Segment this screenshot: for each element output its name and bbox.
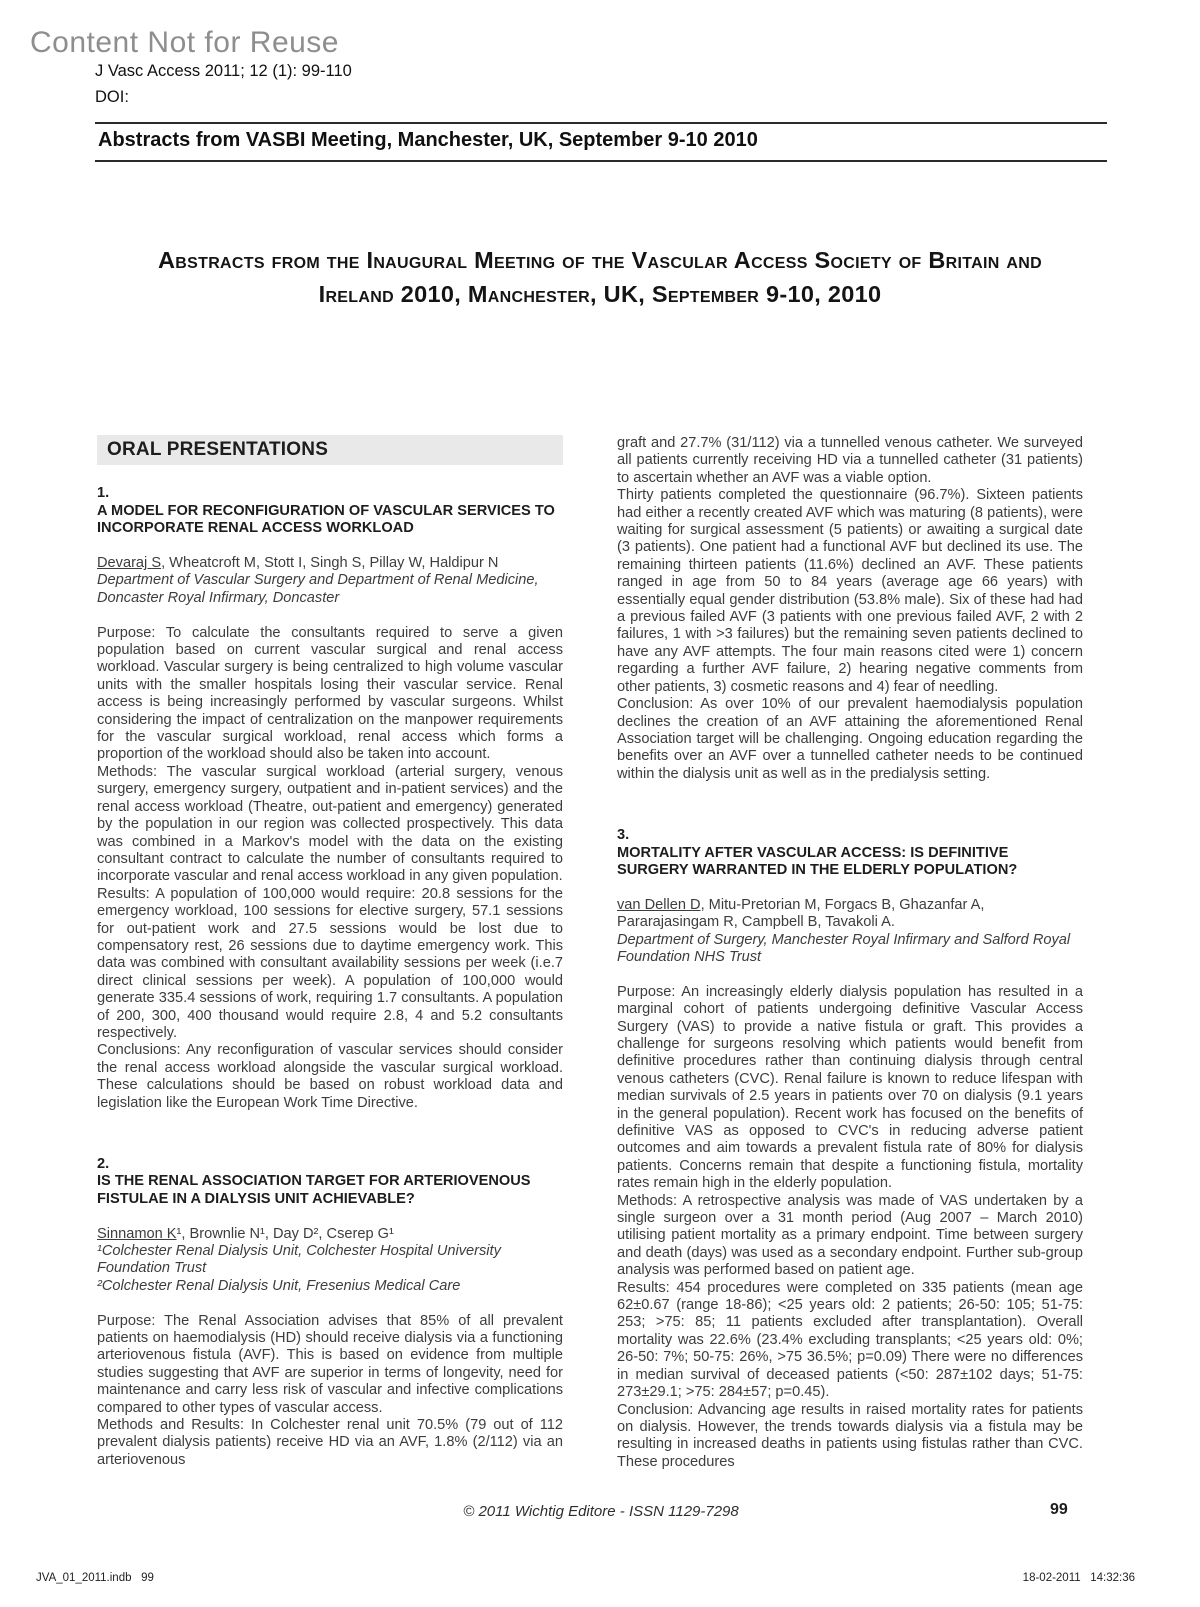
abstract-2-purpose: Purpose: The Renal Association advises that 85% of all prevalent patients on haemodialysis (HD) should receive dialysis via a functioning arteriovenous fistula (AVF). This is based on evidence from multiple studies suggesting that AVF are superior in terms of longevity, need for maintenance and carry less risk of vascular and infective complications compared to other types of vascular access. [97, 1312, 563, 1416]
abstract-2-conclusion: Conclusion: As over 10% of our prevalent haemodialysis population declines the creation of an AVF attaining the aforementioned Renal Association target will be challenging. Ongoing education regarding the benefits over an AVF over a tunnelled catheter needs to be continued within the dialysis unit as well as in the predialysis setting. [617, 696, 1083, 782]
abstract-2-title: IS THE RENAL ASSOCIATION TARGET FOR ARTERIOVENOUS FISTULAE IN A DIALYSIS UNIT ACHIEVABLE? [97, 1173, 531, 1207]
journal-citation: J Vasc Access 2011; 12 (1): 99-110 [95, 62, 352, 80]
watermark-text: Content Not for Reuse [30, 26, 339, 59]
abstract-1-purpose: Purpose: To calculate the consultants required to serve a given population based on current vascular surgical and renal access workload. Vascular surgery is being centralized to high volume vascular units with the smaller hospitals losing their vascular service. Renal access is being increasingly performed by vascular surgeons. Whilst considering the impact of centralization on the manpower requirements for the vascular surgical workload, renal access which forms a proportion of the workload should also be taken into account. [97, 624, 563, 763]
abstract-3-results: Results: 454 procedures were completed on 335 patients (mean age 62±0.67 (range 18-86); <25 years old: 2 patients; 26-50: 105; 51-75: 253; >75: 85; 11 patients excluded after transplantation). Overall mortality was 22.6% (23.4% excluding transplants; <25 years old: 0%; 26-50: 7%; 50-75: 26%, >75 36.5%; p=0.09) There were no differences in median survival of deceased patients (<50: 287±102 days; 51-75: 273±29.1; >75: 284±57; p=0.45). [617, 1279, 1083, 1401]
abstract-3-coauthors: , Mitu-Pretorian M, Forgacs B, Ghazanfar A, Pararajasingam R, Campbell B, Tavakoli A. [617, 896, 985, 931]
doi-label: DOI: [95, 88, 129, 106]
abstract-1-methods: Methods: The vascular surgical workload (arterial surgery, venous surgery, emergency surgery, outpatient and in-patient services) and the renal access workload (Theatre, out-patient and emergency) generated by the population in our region was collected prospectively. This data was combined in a Markov's model with the data on the existing consultant contract to calculate the number of consultants required to incorporate vascular and renal access workload in any given population. [97, 763, 563, 885]
abstract-2-affiliation-2: ²Colchester Renal Dialysis Unit, Fresenius Medical Care [97, 1277, 461, 1294]
abstract-3-authors [617, 897, 1083, 932]
abstract-3-number: 3. [617, 827, 630, 844]
header-rule-top [95, 122, 1107, 124]
abstract-3-title: MORTALITY AFTER VASCULAR ACCESS: IS DEFINITIVE SURGERY WARRANTED IN THE ELDERLY POPULATION? [617, 844, 1018, 878]
abstract-3-purpose: Purpose: An increasingly elderly dialysis population has resulted in a marginal cohort of patients undergoing definitive Vascular Access Surgery (VAS) to provide a native fistula or graft. This provides a challenge for surgeons resolving which patients would benefit from definitive procedures rather than continuing dialysis through central venous catheters (CVC). Renal failure is known to reduce lifespan with median survivals of 2.5 years in patients over 70 on dialysis (9.1 years in the general population). Recent work has focused on the benefits of definitive VAS as opposed to CVC's in reducing adverse patient outcomes and aim towards a prevalent fistula rate of 80% for dialysis patients. Concerns remain that despite a functioning fistula, mortality rates remain high in the elderly population. [617, 983, 1083, 1192]
copyright-line: © 2011 Wichtig Editore - ISSN 1129-7298 [463, 1503, 739, 1520]
section-header-oral-presentations: ORAL PRESENTATIONS [97, 435, 563, 465]
abstract-2-methods-results-continued: graft and 27.7% (31/112) via a tunnelled venous catheter. We surveyed all patients currently receiving HD via a tunnelled catheter (31 patients) to ascertain whether an AVF was a viable option. [617, 435, 1083, 486]
abstract-2-affiliation-1: ¹Colchester Renal Dialysis Unit, Colchester Hospital University Foundation Trust [97, 1243, 501, 1277]
abstract-1-title: A MODEL FOR RECONFIGURATION OF VASCULAR SERVICES TO INCORPORATE RENAL ACCESS WORKLOAD [97, 502, 555, 537]
abstract-1-coauthors: , Wheatcroft M, Stott I, Singh S, Pillay W, Haldipur N [161, 555, 499, 572]
right-column [617, 435, 1083, 1471]
abstract-3-methods: Methods: A retrospective analysis was made of VAS undertaken by a single surgeon over a 31 month period (Aug 2007 – March 2010) utilising patient mortality as a primary endpoint. Time between surgery and death (days) was used as a secondary endpoint. Further sub-group analysis was performed based on patient age. [617, 1192, 1083, 1279]
abstract-1-first-author: Devaraj S [97, 555, 162, 572]
abstract-3 [617, 827, 1083, 1471]
print-mark-timestamp: 18-02-2011 14:32:36 [1022, 1572, 1135, 1584]
abstract-1-results: Results: A population of 100,000 would require: 20.8 sessions for the emergency workload, 100 sessions for elective surgery, 57.1 sessions for out-patient work and 27.5 sessions would be lost due to compensatory rest, 26 sessions due to daytime emergency work. This data was combined with consultant availability sessions per week (i.e.7 direct clinical sessions per week). A population of 100,000 would generate 335.4 sessions of work, requiring 1.7 consultants. A population of 200, 300, 400 thousand would require 2.8, 4 and 5.2 consultants respectively. [97, 885, 563, 1041]
article-title-line2: Ireland 2010, Manchester, UK, September 9-10, 2010 [318, 281, 882, 307]
abstract-1 [97, 485, 563, 1112]
left-column [97, 435, 563, 1471]
abstract-2-coauthors: ¹, Brownlie N¹, Day D², Cserep G¹ [176, 1225, 394, 1242]
two-column-body [97, 435, 1103, 1471]
abstract-1-affiliation: Department of Vascular Surgery and Department of Renal Medicine, Doncaster Royal Infirmary, Doncaster [97, 572, 539, 606]
print-mark-filename: JVA_01_2011.indb 99 [36, 1572, 154, 1584]
abstract-2-first-author: Sinnamon K [97, 1225, 177, 1242]
abstract-3-affiliation: Department of Surgery, Manchester Royal Infirmary and Salford Royal Foundation NHS Trust [617, 931, 1071, 965]
page-number: 99 [1050, 1501, 1068, 1518]
abstract-1-conclusions: Conclusions: Any reconfiguration of vascular services should consider the renal access workload alongside the vascular surgical workload. These calculations should be based on robust workload data and legislation like the European Work Time Directive. [97, 1042, 563, 1111]
abstract-2-continuation [617, 435, 1083, 783]
header-rule-bottom [95, 160, 1107, 162]
abstract-2-authors [97, 1226, 563, 1243]
article-title [110, 243, 1090, 311]
abstract-2-methods-results-start: Methods and Results: In Colchester renal unit 70.5% (79 out of 112 prevalent dialysis patients) receive HD via an AVF, 1.8% (2/112) via an arteriovenous [97, 1417, 563, 1468]
abstract-2 [97, 1156, 563, 1469]
abstract-3-conclusion: Conclusion: Advancing age results in raised mortality rates for patients on dialysis. However, the trends towards dialysis via a fistula may be resulting in increased deaths in patients using fistulas rather than CVC. These procedures [617, 1401, 1083, 1470]
abstract-1-authors [97, 555, 563, 572]
abstract-3-first-author: van Dellen D [617, 896, 701, 913]
running-head: Abstracts from VASBI Meeting, Manchester, UK, September 9-10 2010 [98, 129, 758, 151]
article-title-line1: Abstracts from the Inaugural Meeting of the Vascular Access Society of Britain and [158, 247, 1042, 273]
abstract-1-number: 1. [97, 485, 110, 502]
abstract-2-number: 2. [97, 1156, 110, 1172]
abstract-2-questionnaire-results: Thirty patients completed the questionnaire (96.7%). Sixteen patients had either a recently created AVF which was maturing (8 patients), were waiting for surgical assessment (5 patients) or awaiting a surgical date (3 patients). One patient had a functional AVF but declined its use. The remaining thirteen patients (11.6%) declined an AVF. These patients ranged in age from 50 to 84 years (average age 66 years) with essentially equal gender distribution (53.8% male). Six of these had had a previous failed AVF (3 patients with one previous failed AVF, 2 with 2 failures, 1 with >3 failures) but the remaining seven patients declined to have any AVF attempts. The four main reasons cited were 1) concern regarding a further AVF failure, 2) hearing negative comments from other patients, 3) cosmetic reasons and 4) fear of needling. [617, 487, 1083, 695]
